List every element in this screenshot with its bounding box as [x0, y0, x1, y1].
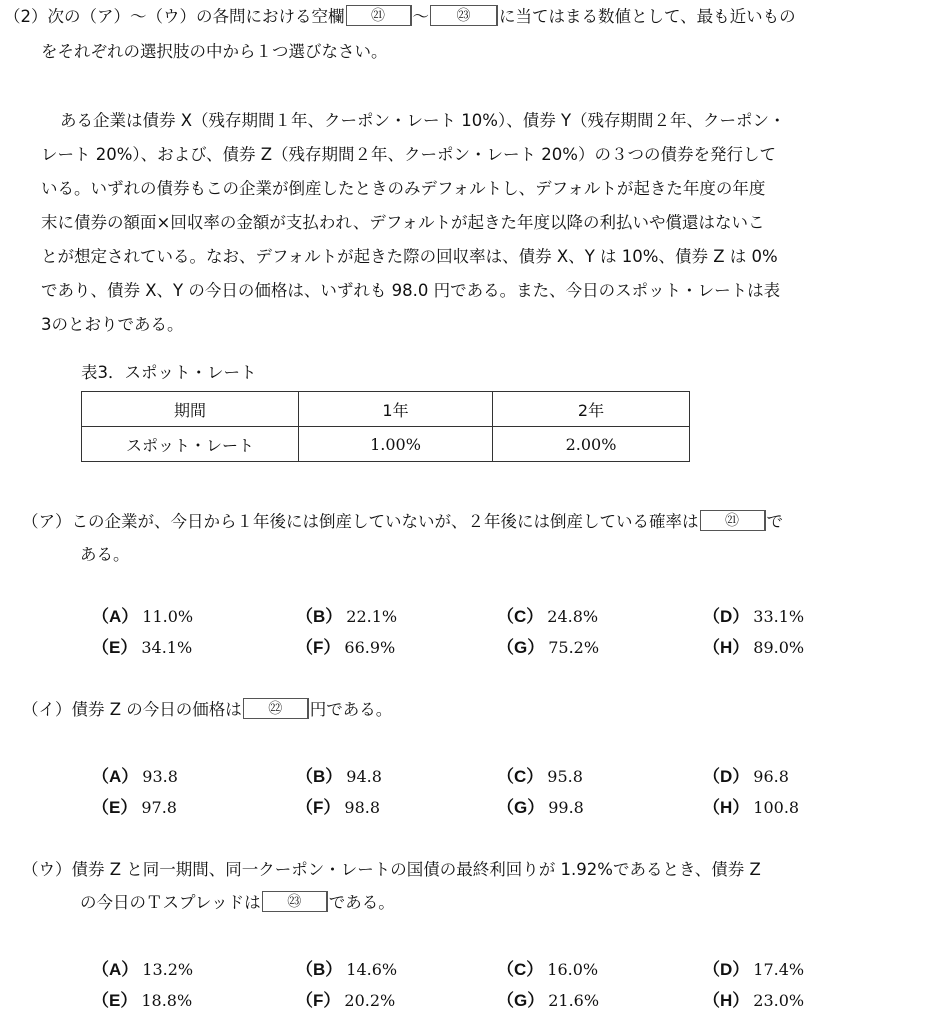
option-e[interactable]	[92, 636, 192, 660]
option-label: （A）	[92, 607, 139, 626]
option-value: 96.8	[753, 767, 789, 786]
table-caption: 表3．スポット・レート	[81, 363, 257, 382]
table-row	[82, 427, 690, 462]
option-label: （B）	[296, 960, 343, 979]
table-cell: 2.00%	[493, 427, 690, 462]
table-header-cell: 1年	[299, 392, 493, 427]
question-b-text-end: 円である。	[309, 700, 393, 719]
answer-blank-21: ㉑	[346, 5, 412, 26]
option-label: （G）	[497, 798, 545, 817]
option-label: （F）	[296, 798, 341, 817]
option-h[interactable]	[703, 636, 804, 660]
option-label: （C）	[497, 767, 544, 786]
question-a-line-1	[22, 510, 783, 534]
option-label: （H）	[703, 991, 750, 1010]
option-label: （A）	[92, 767, 139, 786]
tilde: ～	[412, 7, 429, 26]
paragraph-line: ある企業は債券 X（残存期間１年、クーポン・レート 10%）、債券 Y（残存期間２年、クーポン・	[60, 111, 786, 130]
answer-blank-23: ㉓	[430, 5, 498, 26]
paragraph-line: いる。いずれの債券もこの企業が倒産したときのみデフォルトし、デフォルトが起きた年度の年度	[41, 179, 766, 198]
question-c-line-2	[80, 891, 395, 915]
option-b[interactable]	[296, 958, 397, 982]
answer-blank-23: ㉓	[262, 891, 328, 912]
option-label: （D）	[703, 607, 750, 626]
option-value: 18.8%	[141, 991, 193, 1010]
paragraph-line: 3のとおりである。	[41, 315, 184, 334]
option-value: 21.6%	[548, 991, 600, 1010]
option-e[interactable]	[92, 796, 177, 820]
option-h[interactable]	[703, 796, 799, 820]
option-c[interactable]	[497, 605, 598, 629]
option-c[interactable]	[497, 765, 583, 789]
option-value: 98.8	[344, 798, 381, 817]
paragraph-line: レート 20%）、および、債券 Z（残存期間２年、クーポン・レート 20%）の３つの債券を発行して	[41, 145, 776, 164]
question-b-text: （イ）債券 Z の今日の価格は	[22, 700, 242, 719]
question-b-line-1	[22, 698, 392, 722]
option-label: （H）	[703, 798, 750, 817]
intro-text-b: に当てはまる数値として、最も近いもの	[499, 7, 796, 26]
option-label: （B）	[296, 607, 343, 626]
option-label: （G）	[497, 638, 545, 657]
option-value: 94.8	[346, 767, 382, 786]
option-value: 17.4%	[753, 960, 805, 979]
answer-blank-22: ㉒	[243, 698, 309, 719]
option-value: 95.8	[547, 767, 583, 786]
option-label: （D）	[703, 767, 750, 786]
table-cell: 1.00%	[299, 427, 493, 462]
option-value: 13.2%	[142, 960, 194, 979]
paragraph-line: であり、債券 X、Y の今日の価格は、いずれも 98.0 円である。また、今日のスポット・レートは表	[41, 281, 781, 300]
question-c-line-1: （ウ）債券 Z と同一期間、同一クーポン・レートの国債の最終利回りが 1.92%であるとき、債券 Z	[22, 860, 761, 879]
question-c-text-end: である。	[328, 893, 395, 912]
option-value: 22.1%	[346, 607, 398, 626]
option-label: （G）	[497, 991, 545, 1010]
option-b[interactable]	[296, 765, 382, 789]
intro-line-2: をそれぞれの選択肢の中から１つ選びなさい。	[41, 42, 388, 61]
option-label: （B）	[296, 767, 343, 786]
option-f[interactable]	[296, 636, 395, 660]
option-g[interactable]	[497, 636, 599, 660]
question-c-text: の今日のＴスプレッドは	[80, 893, 261, 912]
option-label: （F）	[296, 638, 341, 657]
option-label: （E）	[92, 991, 138, 1010]
option-value: 14.6%	[346, 960, 398, 979]
option-value: 100.8	[753, 798, 800, 817]
option-d[interactable]	[703, 605, 804, 629]
option-value: 24.8%	[547, 607, 599, 626]
option-value: 66.9%	[344, 638, 396, 657]
table-header-cell: 2年	[493, 392, 690, 427]
intro-line-1	[4, 5, 796, 29]
option-label: （C）	[497, 607, 544, 626]
option-g[interactable]	[497, 796, 584, 820]
option-value: 23.0%	[753, 991, 805, 1010]
option-e[interactable]	[92, 989, 192, 1013]
option-c[interactable]	[497, 958, 598, 982]
option-f[interactable]	[296, 989, 395, 1013]
intro-text-a: （2）次の（ア）～（ウ）の各問における空欄	[4, 7, 345, 26]
question-a-text: （ア）この企業が、今日から１年後には倒産していないが、２年後には倒産している確率は	[22, 512, 699, 531]
spot-rate-table	[81, 391, 690, 462]
option-value: 75.2%	[548, 638, 600, 657]
option-d[interactable]	[703, 958, 804, 982]
option-value: 97.8	[141, 798, 177, 817]
option-label: （E）	[92, 798, 138, 817]
option-value: 99.8	[548, 798, 584, 817]
option-b[interactable]	[296, 605, 397, 629]
option-g[interactable]	[497, 989, 599, 1013]
option-a[interactable]	[92, 958, 193, 982]
option-value: 34.1%	[141, 638, 193, 657]
option-a[interactable]	[92, 605, 193, 629]
option-value: 33.1%	[753, 607, 805, 626]
option-h[interactable]	[703, 989, 804, 1013]
option-label: （F）	[296, 991, 341, 1010]
option-label: （D）	[703, 960, 750, 979]
table-header-row	[82, 392, 690, 427]
question-a-text-end: で	[766, 512, 783, 531]
option-label: （A）	[92, 960, 139, 979]
option-f[interactable]	[296, 796, 380, 820]
option-value: 16.0%	[547, 960, 599, 979]
option-a[interactable]	[92, 765, 178, 789]
table-cell: スポット・レート	[82, 427, 299, 462]
paragraph-line: とが想定されている。なお、デフォルトが起きた際の回収率は、債券 X、Y は 10%、債券 Z は 0%	[41, 247, 778, 266]
paragraph-line: 末に債券の額面×回収率の金額が支払われ、デフォルトが起きた年度以降の利払いや償還はないこ	[41, 213, 765, 232]
option-label: （C）	[497, 960, 544, 979]
question-a-line-2: ある。	[80, 545, 130, 564]
option-value: 20.2%	[344, 991, 396, 1010]
table-header-cell: 期間	[82, 392, 299, 427]
option-value: 89.0%	[753, 638, 805, 657]
option-value: 11.0%	[142, 607, 194, 626]
option-d[interactable]	[703, 765, 789, 789]
option-label: （E）	[92, 638, 138, 657]
answer-blank-21: ㉑	[700, 510, 766, 531]
option-label: （H）	[703, 638, 750, 657]
option-value: 93.8	[142, 767, 178, 786]
